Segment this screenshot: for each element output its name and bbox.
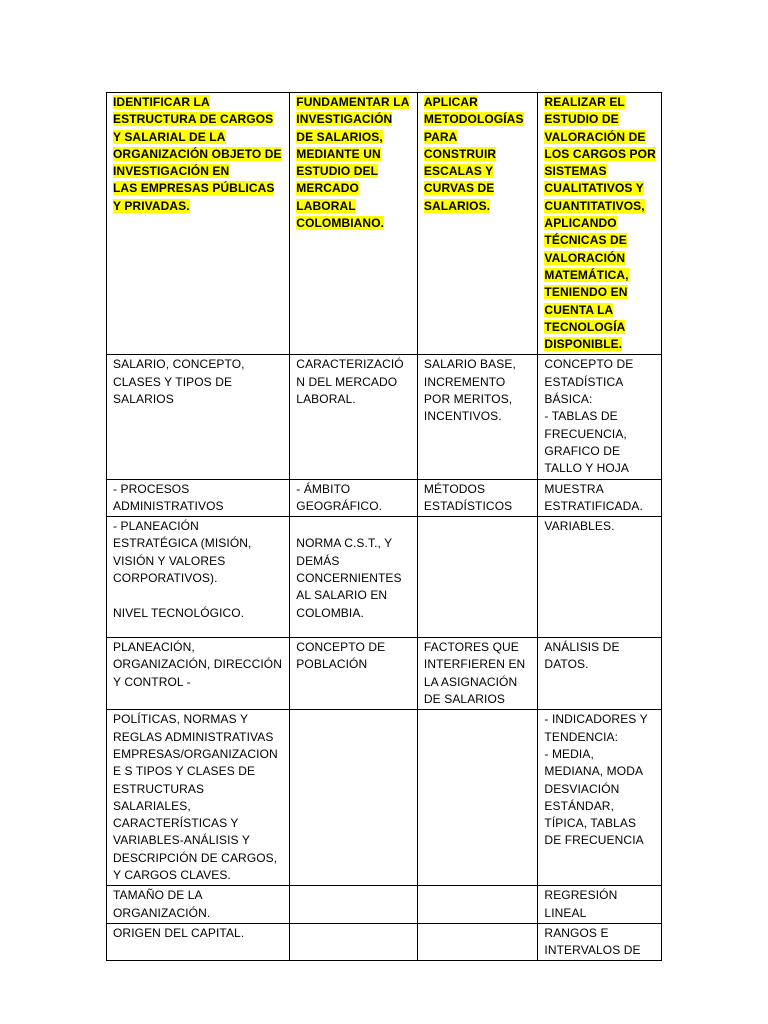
table-cell: - PROCESOS ADMINISTRATIVOS: [107, 479, 290, 517]
table-row: [107, 479, 662, 517]
table-cell: POLÍTICAS, NORMAS Y REGLAS ADMINISTRATIVAS EMPRESAS/ORGANIZACIONE S TIPOS Y CLASES DE ESTRUCTURAS SALARIALES, CARACTERÍSTICAS Y VARIABLES-ANÁLISIS Y DESCRIPCIÓN DE CARGOS, Y CARGOS CLAVES.: [107, 710, 290, 886]
table-row: [107, 886, 662, 924]
table-cell: [290, 710, 418, 886]
table-cell: [290, 886, 418, 924]
header-cell-3: [417, 93, 538, 355]
table-cell: VARIABLES.: [538, 517, 662, 638]
table-cell: [417, 923, 538, 961]
table-row: [107, 355, 662, 479]
table-cell: MÉTODOS ESTADÍSTICOS: [417, 479, 538, 517]
objective-4-text: REALIZAR EL ESTUDIO DE VALORACIÓN DE LOS CARGOS POR SISTEMAS CUALITATIVOS Y CUANTITATIVOS, APLICANDO TÉCNICAS DE VALORACIÓN MATEMÁTICA, TENIENDO EN CUENTA LA TECNOLOGÍA DISPONIBLE.: [544, 95, 656, 352]
table-cell: NORMA C.S.T., Y DEMÁS CONCERNIENTES AL SALARIO EN COLOMBIA.: [290, 517, 418, 638]
header-cell-1: [107, 93, 290, 355]
objective-2-text: FUNDAMENTAR LA INVESTIGACIÓN DE SALARIOS, MEDIANTE UN ESTUDIO DEL MERCADO LABORAL COLOMBIANO.: [296, 95, 410, 231]
table-cell: [290, 923, 418, 961]
header-cell-4: [538, 93, 662, 355]
table-cell: SALARIO BASE, INCREMENTO POR MERITOS, INCENTIVOS.: [417, 355, 538, 479]
table-row: [107, 517, 662, 638]
table-cell: RANGOS E INTERVALOS DE: [538, 923, 662, 961]
table-cell: SALARIO, CONCEPTO, CLASES Y TIPOS DE SALARIOS: [107, 355, 290, 479]
table-cell: ORIGEN DEL CAPITAL.: [107, 923, 290, 961]
table-cell: [417, 710, 538, 886]
table-cell: - PLANEACIÓN ESTRATÉGICA (MISIÓN, VISIÓN Y VALORES CORPORATIVOS). NIVEL TECNOLÓGICO.: [107, 517, 290, 638]
table-row: [107, 638, 662, 710]
objective-3-text: APLICAR METODOLOGÍAS PARA CONSTRUIR ESCALAS Y CURVAS DE SALARIOS.: [423, 95, 524, 213]
table-cell: CONCEPTO DE POBLACIÓN: [290, 638, 418, 710]
table-cell: TAMAÑO DE LA ORGANIZACIÓN.: [107, 886, 290, 924]
table-cell: MUESTRA ESTRATIFICADA.: [538, 479, 662, 517]
table-cell: CONCEPTO DE ESTADÍSTICA BÁSICA: - TABLAS DE FRECUENCIA, GRAFICO DE TALLO Y HOJA: [538, 355, 662, 479]
header-row: [107, 93, 662, 355]
table-row: [107, 923, 662, 961]
objectives-table: [106, 92, 662, 961]
table-cell: CARACTERIZACIÓN DEL MERCADO LABORAL.: [290, 355, 418, 479]
table-cell: ANÁLISIS DE DATOS.: [538, 638, 662, 710]
table-cell: PLANEACIÓN, ORGANIZACIÓN, DIRECCIÓN Y CONTROL -: [107, 638, 290, 710]
table-cell: - ÁMBITO GEOGRÁFICO.: [290, 479, 418, 517]
objective-1-text: IDENTIFICAR LA ESTRUCTURA DE CARGOS Y SALARIAL DE LA ORGANIZACIÓN OBJETO DE INVESTIGACIÓN EN LAS EMPRESAS PÚBLICAS Y PRIVADAS.: [113, 95, 282, 213]
table-cell: [417, 517, 538, 638]
table-row: [107, 710, 662, 886]
table-cell: FACTORES QUE INTERFIEREN EN LA ASIGNACIÓN DE SALARIOS: [417, 638, 538, 710]
table-cell: - INDICADORES Y TENDENCIA: - MEDIA, MEDIANA, MODA DESVIACIÓN ESTÁNDAR, TÍPICA, TABLAS DE FRECUENCIA: [538, 710, 662, 886]
header-cell-2: [290, 93, 418, 355]
table-cell: [417, 886, 538, 924]
table-cell: REGRESIÓN LINEAL: [538, 886, 662, 924]
